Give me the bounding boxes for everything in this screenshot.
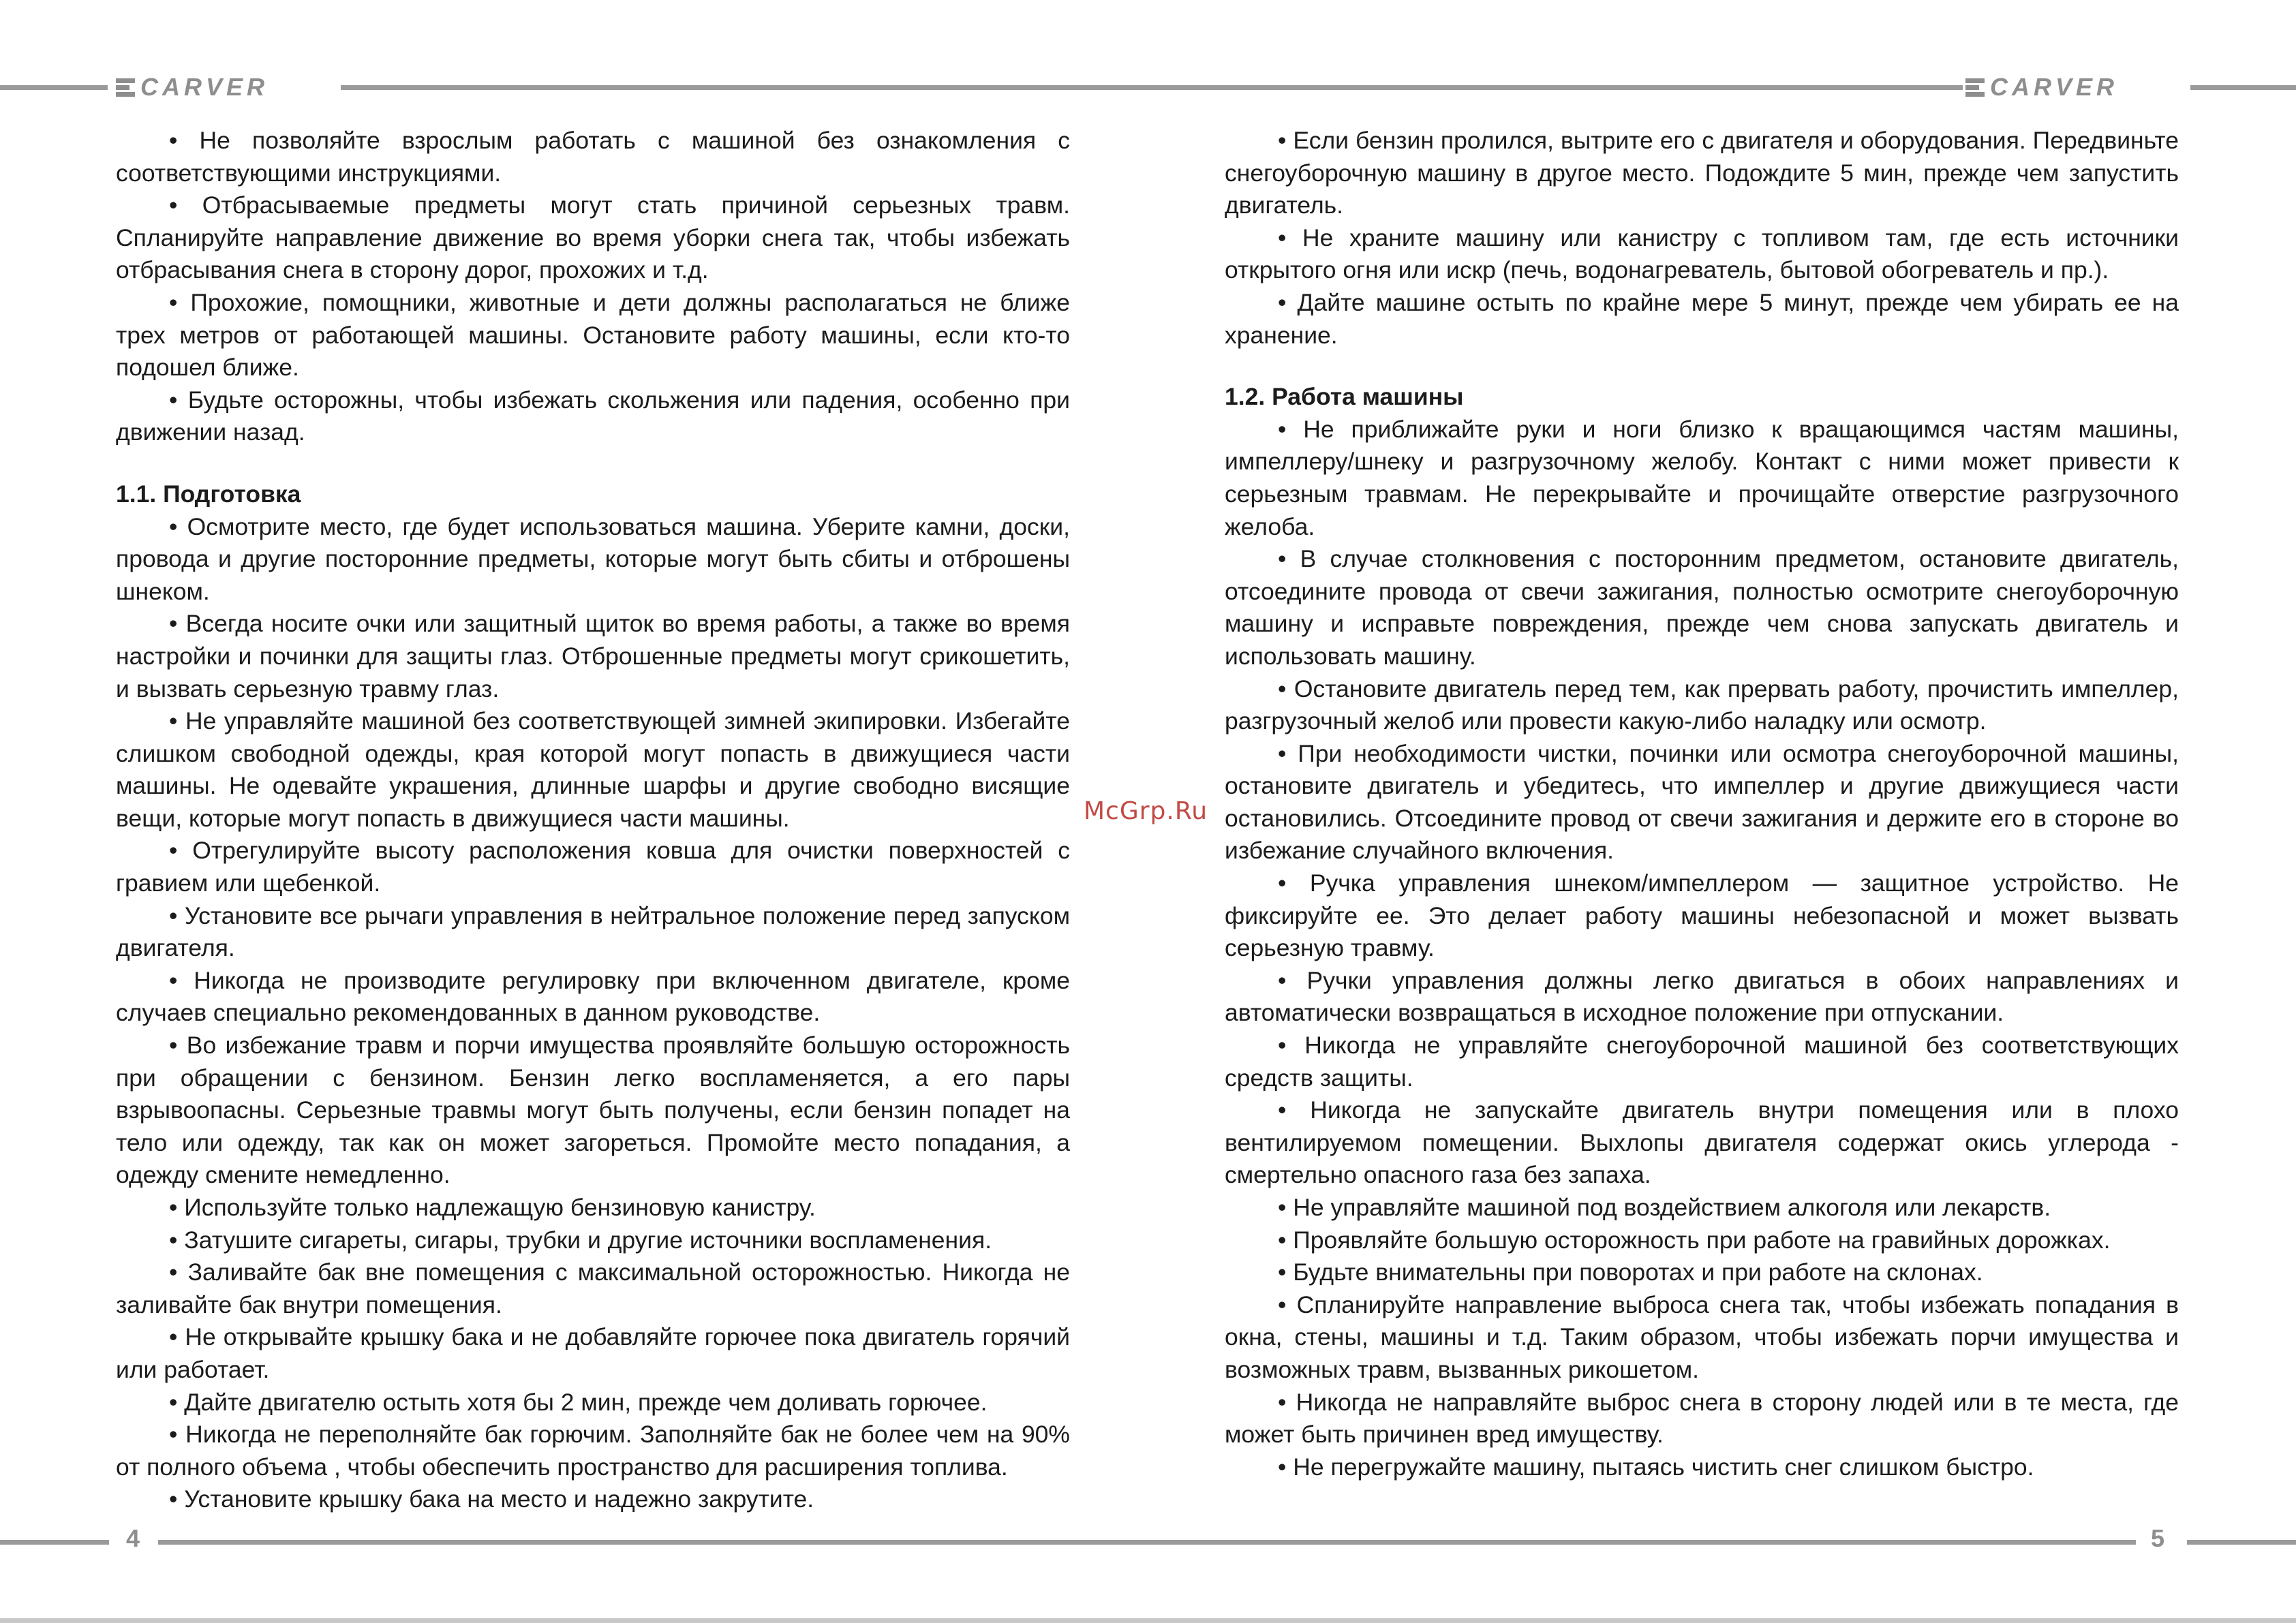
paragraph: • Не перегружайте машину, пытаясь чистить снег слишком быстро. (1278, 1453, 2034, 1481)
bottom-edge (0, 1618, 2296, 1623)
paragraph: • В случае столкновения с посторонним предметом, остановите двигатель, отсоедините провода от свечи зажигания, полностью осмотрите снегоуборочную машину и исправьте повреждения, прежде чем снова запускать двигатель и использовать машину. (1225, 545, 2179, 670)
brand-logo-right (1965, 75, 2118, 99)
paragraph: • Установите крышку бака на место и надежно закрутите. (169, 1485, 814, 1513)
paragraph: • Никогда не производите регулировку при включенном двигателе, кроме случаев специально рекомендованных в данном руководстве. (116, 966, 1070, 1027)
paragraph: • Отбрасываемые предметы могут стать причиной серьезных травм. Спланируйте направление движение во время уборки снега так, чтобы избежать отбрасывания снега в сторону дорог, прохожих и т.д. (116, 191, 1070, 284)
brand-name: CARVER (140, 73, 269, 101)
paragraph: • Всегда носите очки или защитный щиток во время работы, а также во время настройки и починки для защиты глаз. Отброшенные предметы могут срикошетить, и вызвать серьезную травму глаз. (116, 610, 1070, 702)
header-rule-left-extension (341, 85, 1148, 90)
paragraph: • Не открывайте крышку бака и не добавляйте горючее пока двигатель горячий или работает. (116, 1323, 1070, 1383)
paragraph: • Ручки управления должны легко двигаться в обоих направлениях и автоматически возвращаться в исходное положение при отпускании. (1225, 966, 2179, 1027)
paragraph: • Установите все рычаги управления в нейтральное положение перед запуском двигателя. (116, 901, 1070, 962)
paragraph: • Затушите сигареты, сигары, трубки и другие источники воспламенения. (169, 1226, 992, 1254)
paragraph: • Заливайте бак вне помещения с максимальной осторожностью. Никогда не заливайте бак внутри помещения. (116, 1258, 1070, 1318)
brand-mark-icon (1965, 77, 1985, 97)
paragraph: • Будьте осторожны, чтобы избежать скольжения или падения, особенно при движении назад. (116, 386, 1070, 446)
page-number-left: 4 (126, 1524, 140, 1552)
paragraph: • Прохожие, помощники, животные и дети должны располагаться не ближе трех метров от работающей машины. Остановите работу машины, если кто-то подошел ближе. (116, 288, 1070, 382)
paragraph: • Проявляйте большую осторожность при работе на гравийных дорожках. (1278, 1226, 2111, 1254)
footer-rule-left-b (158, 1540, 1148, 1545)
paragraph: • Если бензин пролился, вытрите его с двигателя и оборудования. Передвиньте снегоуборочную машину в другое место. Подождите 5 мин, прежде чем запустить двигатель. (1225, 127, 2179, 219)
right-text-column (1225, 125, 2179, 1483)
footer-rule-right-b (2187, 1540, 2296, 1545)
paragraph: • При необходимости чистки, починки или осмотра снегоуборочной машины, остановите двигатель и убедитесь, что импеллер и другие движущиеся части остановились. Отсоедините провод от свечи зажигания и держите его в стороне во избежание случайного включения. (1225, 739, 2179, 865)
paragraph: • Никогда не направляйте выброс снега в сторону людей или в те места, где может быть причинен вред имуществу. (1225, 1388, 2179, 1449)
paragraph: • Дайте машине остыть по крайне мере 5 минут, прежде чем убирать ее на хранение. (1225, 288, 2179, 349)
brand-logo-left (116, 75, 269, 99)
paragraph: • Используйте только надлежащую бензиновую канистру. (169, 1194, 816, 1221)
paragraph: • Дайте двигателю остыть хотя бы 2 мин, прежде чем доливать горючее. (169, 1388, 988, 1416)
brand-mark-icon (116, 77, 135, 97)
header-rule-right (1148, 85, 1963, 90)
watermark-text: McGrp.Ru (1084, 797, 1208, 825)
paragraph: • Не управляйте машиной без соответствующей зимней экипировки. Избегайте слишком свободной одежды, края которой могут попасть в движущиеся части машины. Не одевайте украшения, длинные шарфы и другие свободно висящие вещи, которые могут попасть в движущиеся части машины. (116, 707, 1070, 832)
section-title: 1.2. Работа машины (1225, 383, 1464, 411)
paragraph: • Будьте внимательны при поворотах и при работе на склонах. (1278, 1258, 1983, 1286)
brand-name: CARVER (1990, 73, 2119, 101)
paragraph: • Никогда не переполняйте бак горючим. Заполняйте бак не более чем на 90% от полного объема , чтобы обеспечить пространство для расширения топлива. (116, 1421, 1070, 1481)
paragraph: • Не позволяйте взрослым работать с машиной без ознакомления с соответствующими инструкциями. (116, 127, 1070, 187)
footer-rule-right-a (1148, 1540, 2136, 1545)
paragraph: • Ручка управления шнеком/импеллером — защитное устройство. Не фиксируйте ее. Это делает работу машины небезопасной и может вызвать серьезную травму. (1225, 869, 2179, 962)
paragraph: • Во избежание травм и порчи имущества проявляйте большую осторожность при обращении с бензином. Бензин легко воспламеняется, а его пары взрывоопасны. Серьезные травмы могут быть получены, если бензин попадет на тело или одежду, так как он может загореться. Промойте место попадания, а одежду смените немедленно. (116, 1032, 1070, 1189)
page-number-right: 5 (2151, 1524, 2165, 1552)
header-rule-right-extension (2190, 85, 2296, 90)
left-text-column (116, 125, 1070, 1516)
paragraph: • Отрегулируйте высоту расположения ковша для очистки поверхностей с гравием или щебенкой. (116, 837, 1070, 897)
paragraph: • Спланируйте направление выброса снега так, чтобы избежать попадания в окна, стены, машины и т.д. Таким образом, чтобы избежать порчи имущества и возможных травм, вызванных рикошетом. (1225, 1290, 2179, 1383)
paragraph: • Не храните машину или канистру с топливом там, где есть источники открытого огня или искр (печь, водонагреватель, бытовой обогреватель и пр.). (1225, 223, 2179, 284)
paragraph: • Никогда не управляйте снегоуборочной машиной без соответствующих средств защиты. (1225, 1032, 2179, 1092)
paragraph: • Не управляйте машиной под воздействием алкоголя или лекарств. (1278, 1194, 2051, 1221)
paragraph: • Осмотрите место, где будет использоваться машина. Уберите камни, доски, провода и другие посторонние предметы, которые могут быть сбиты и отброшены шнеком. (116, 512, 1070, 605)
footer-rule-left-a (0, 1540, 109, 1545)
section-title: 1.1. Подготовка (116, 480, 301, 508)
header-rule-left (0, 85, 108, 90)
paragraph: • Никогда не запускайте двигатель внутри помещения или в плохо вентилируемом помещении. Выхлопы двигателя содержат окись углерода - смертельно опасного газа без запаха. (1225, 1096, 2179, 1189)
paragraph: • Не приближайте руки и ноги близко к вращающимся частям машины, импеллеру/шнеку и разгрузочному желобу. Контакт с ними может привести к серьезным травмам. Не перекрывайте и прочищайте отверстие разгрузочного желоба. (1225, 415, 2179, 540)
paragraph: • Остановите двигатель перед тем, как прервать работу, прочистить импеллер, разгрузочный желоб или провести какую-либо наладку или осмотр. (1225, 675, 2179, 735)
right-page (1148, 0, 2296, 1623)
